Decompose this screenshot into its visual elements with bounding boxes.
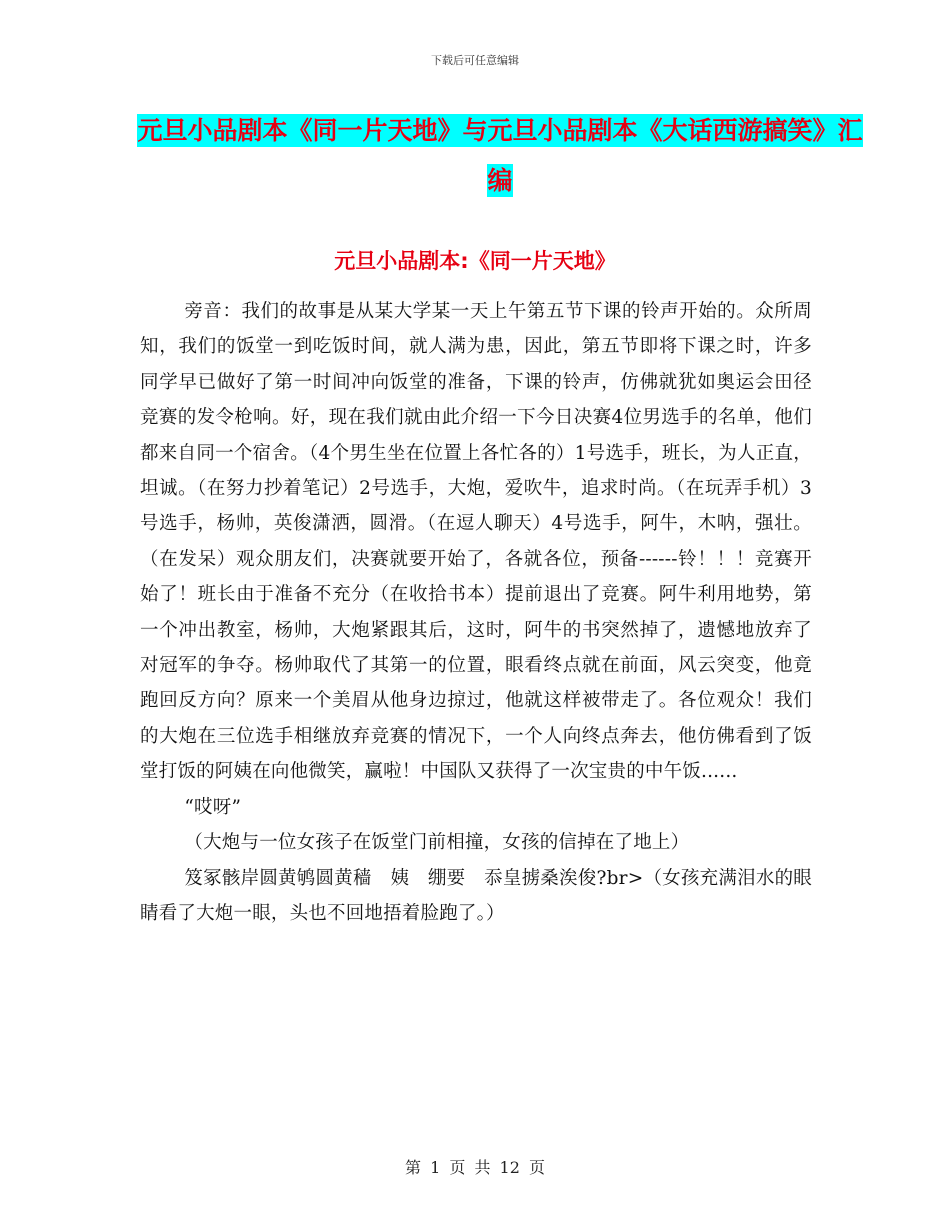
- paragraph-dialogue: 笈冢骸岸圆黄鸲圆黄穑 姨 绷要 忝皇掳桑涘俊?br>（女孩充满泪水的眼睛看了大炮一眼，头也不回地捂着脸跑了。）: [140, 867, 812, 924]
- document-title-text: 元旦小品剧本《同一片天地》与元旦小品剧本《大话西游搞笑》汇编: [137, 116, 863, 195]
- body-text: [140, 294, 812, 931]
- paragraph-narration: 旁音：我们的故事是从某大学某一天上午第五节下课的铃声开始的。众所周知，我们的饭堂一到吃饭时间，就人满为患，因此，第五节即将下课之时，许多同学早已做好了第一时间冲向饭堂的准备，下课的铃声，仿佛就犹如奥运会田径竞赛的发令枪响。好，现在我们就由此介绍一下今日决赛4位男选手的名单，他们都来自同一个宿舍。（4个男生坐在位置上各忙各的）1号选手，班长，为人正直，坦诚。（在努力抄着笔记）2号选手，大炮，爱吹牛，追求时尚。（在玩弄手机）3号选手，杨帅，英俊潇洒，圆滑。（在逗人聊天）4号选手，阿牛，木呐，强壮。（在发呆）观众朋友们，决赛就要开始了，各就各位，预备------铃！！！竞赛开始了！班长由于准备不充分（在收拾书本）提前退出了竞赛。阿牛利用地势，第一个冲出教室，杨帅，大炮紧跟其后，这时，阿牛的书突然掉了，遗憾地放弃了对冠军的争夺。杨帅取代了其第一的位置，眼看终点就在前面，风云突变，他竟跑回反方向？原来一个美眉从他身边掠过，他就这样被带走了。各位观众！我们的大炮在三位选手相继放弃竞赛的情况下，一个人向终点奔去，他仿佛看到了饭堂打饭的阿姨在向他微笑，赢啦！中国队又获得了一次宝贵的中午饭......: [140, 301, 812, 783]
- footer-label-of: 页 共: [449, 1158, 491, 1177]
- footer-label-end: 页: [529, 1158, 546, 1177]
- footer-current-page: 1: [430, 1158, 441, 1177]
- page-footer: [0, 1155, 950, 1178]
- footer-total-pages: 12: [499, 1158, 520, 1177]
- section-title: 元旦小品剧本:《同一片天地》: [334, 249, 616, 273]
- footer-label-page: 第: [404, 1158, 421, 1177]
- paragraph-stage-direction: （大炮与一位女孩子在饭堂门前相撞，女孩的信掉在了地上）: [184, 832, 690, 854]
- header-note: 下载后可任意编辑: [431, 54, 519, 67]
- paragraph-exclamation: “哎呀”: [184, 796, 242, 818]
- document-title: [130, 106, 870, 206]
